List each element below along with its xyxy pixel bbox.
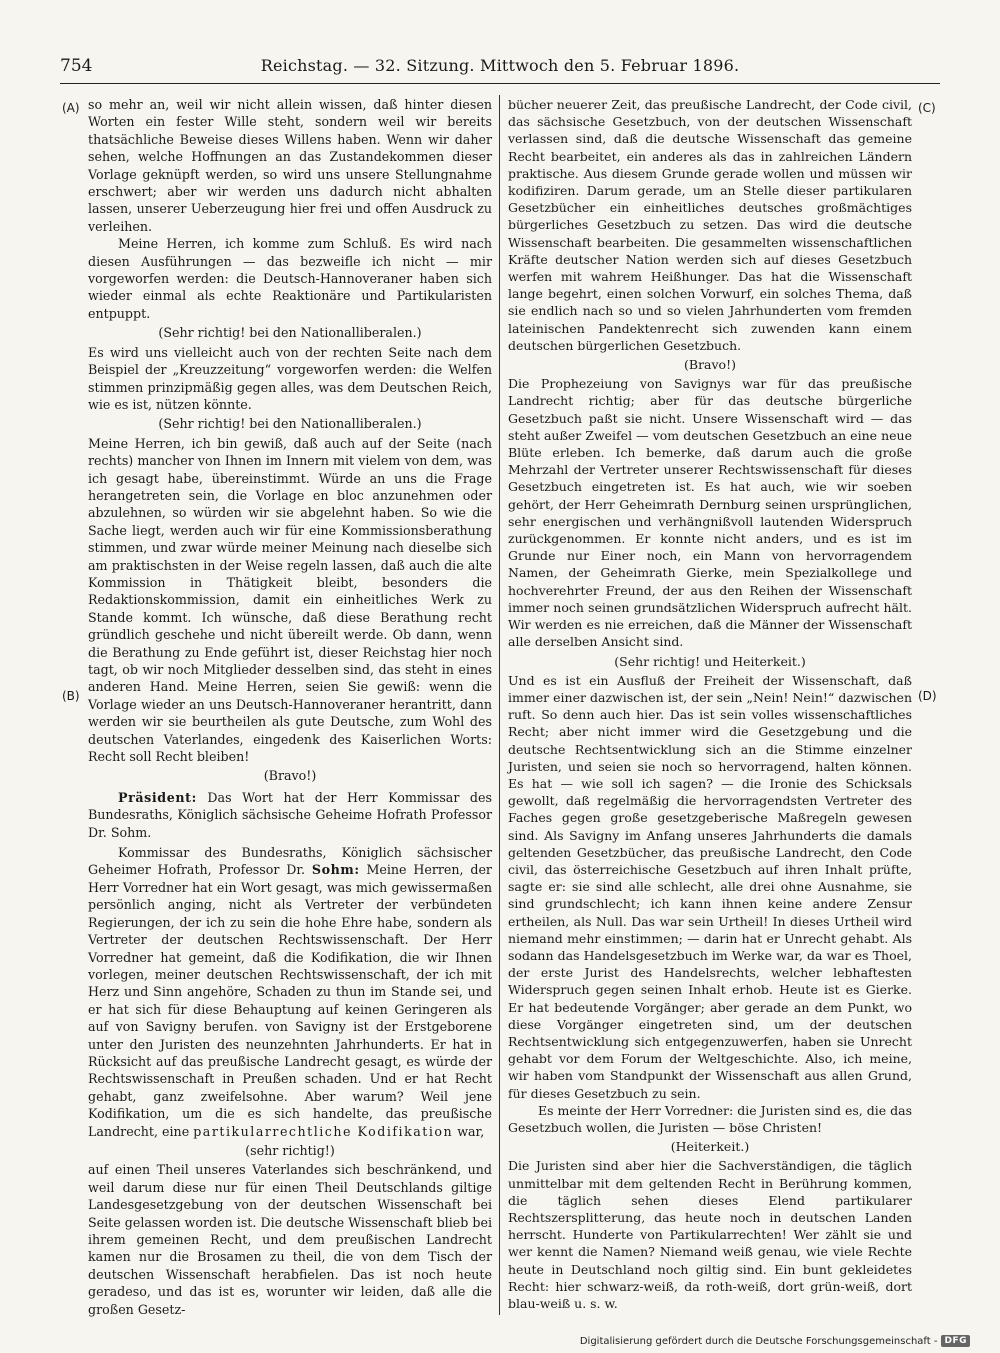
column-divider [499,95,500,1315]
paragraph: bücher neuerer Zeit, das preußische Landrecht, der Code civil, das sächsische Gesetzbuch, von der deutschen Wissenschaft verlassen sind, daß die deutsche Wissenschaft das gemeine Recht bearbeitet, ein anderes als das in zahlreichen Ländern praktische. Aus diesem Grunde gerade wollen und müssen wir kodifiziren. Darum gerade, um an Stelle dieser partikularen Gesetzbücher ein einheitliches deutsches großmächtiges bürgerliches Gesetzbuch zu setzen. Das wird die deutsche Wissenschaft bearbeiten. Die gesammelten wissenschaftlichen Kräfte deutscher Nation werden sich auf dieses Gesetzbuch werfen mit wahrem Heißhunger. Das hat die Wissenschaft lange begehrt, einen solchen Vorwurf, ein solches Thema, daß sie endlich nach so und so vielen Jahrhunderten vom fremden lateinischen Pandektenrecht sich zuwenden kann einem deutschen bürgerlichen Gesetzbuch. [508,97,912,353]
paragraph: Die Juristen sind aber hier die Sachverständigen, die täglich unmittelbar mit dem geltenden Recht in Berührung kommen, die täglich sehen dieses Elend partikularer Rechtszersplitterung, das heute noch in deutschen Landen herrscht. Hunderte von Partikularrechten! Wer zählt sie und wer kennt die Namen? Niemand weiß genau, wie viele Rechte heute in Deutschland noch giltig sind. Ein bunt gekleidetes Recht: hier schwarz-weiß, da roth-weiß, dort grün-weiß, dort blau-weiß u. s. w. [508,1158,912,1312]
margin-mark-d: (D) [918,689,937,703]
credit-text: Digitalisierung gefördert durch die Deutsche Forschungsgemeinschaft - [579,1335,938,1347]
paragraph: Es wird uns vielleicht auch von der rechten Seite nach dem Beispiel der „Kreuzzeitung“ vorgeworfen werden: die Welfen stimmen prinzipmäßig gegen alles, was dem Deutschen Reich, wie es ist, nützen könnte. [88,344,492,412]
right-column [508,96,912,1312]
paragraph-text: Meine Herren, der Herr Vorredner hat ein Wort gesagt, was mich gewissermaßen persönlich anging, nicht als Vertreter der verbündeten Regierungen, der ich zu sein die hohe Ehre habe, sondern als Vertreter der deutschen Rechtswissenschaft. Der Herr Vorredner hat gemeint, daß die Kodifikation, die wir Ihnen vorlegen, meiner deutschen Rechtswissenschaft, der ich mit Herz und Sinn angehöre, Schaden zu thun im Stande sei, und er hat sich für diese Behauptung auf keinen Geringeren als auf von Savigny berufen. von Savigny ist der Erstgeborene unter den Juristen des neunzehnten Jahrhunderts. Er hat in Rücksicht auf das preußische Landrecht gesagt, es würde der Rechtswissenschaft in Preußen schaden. Und er hat Recht gehabt, ganz zweifelsohne. Aber warum? Weil jene Kodifikation, um die es sich handelte, das preußische Landrecht, eine [88,862,492,1139]
paragraph: Es meinte der Herr Vorredner: die Juristen sind es, die das Gesetzbuch wollen, die Juristen — böse Christen! [508,1102,912,1135]
paragraph: auf einen Theil unseres Vaterlandes sich beschränkend, und weil darum diese nur für einen Theil Deutschlands giltige Landesgesetzgebung von der deutschen Wissenschaft bei Seite gelassen worden ist. Die deutsche Wissenschaft blieb bei ihrem gemeinen Recht, und dem preußischen Landrecht kamen nur die Brosamen zu theil, die von dem Tisch der deutschen Wissenschaft herabfielen. Das ist noch heute geradeso, und das ist es, worunter wir leiden, daß alle die großen Gesetz- [88,1162,492,1317]
paragraph-text: Das Wort hat der Herr Kommissar des Bundesraths, Königlich sächsische Geheime Hofrath Professor Dr. Sohm. [88,789,492,840]
interjection: (Heiterkeit.) [670,1139,750,1155]
paragraph: Meine Herren, ich komme zum Schluß. Es wird nach diesen Ausführungen — das bezweifle ich nicht — mir vorgeworfen werden: die Deutsch-Hannoveraner haben sich wieder einmal als echte Reaktionäre und Partikularisten entpuppt. [88,236,492,321]
margin-mark-a: (A) [62,101,80,115]
left-column [88,96,492,1318]
margin-mark-c: (C) [918,101,936,115]
speaker-intro: Kommissar des Bundesraths, Königlich sächsischer Geheimer Hofrath, Professor Dr. [88,845,492,878]
dfg-logo: DFG [941,1335,970,1347]
digitization-credit [580,1335,970,1347]
speaker-paragraph [88,789,492,841]
paragraph: Und es ist ein Ausfluß der Freiheit der Wissenschaft, daß immer einer dazwischen ist, der sein „Nein! Nein!“ dazwischen ruft. So denn auch hier. Das ist sein volles wissenschaftliches Recht; aber nicht immer wird die Gesetzgebung und die deutsche Rechtsentwicklung sich an die Stimme einzelner Juristen, und seien sie noch so hervorragend, halten können. Es hat — wie soll ich sagen? — die Ironie des Schicksals gewollt, daß regelmäßig die hervorragendsten Vertreter des Faches gegen große gesetzgeberische Maßregeln gewesen sind. Als Savigny im Anfang unseres Jahrhunderts die damals geltenden Gesetzbücher, das preußische Landrecht, den Code civil, das österreichische Gesetzbuch auf ihren Inhalt prüfte, sagte er: sie sind alle schlecht, alle drei ohne Ausnahme, sie sind grundschlecht; ich kann ihnen keine andere Zensur ertheilen, als Null. Das war sein Urtheil! In dieses Urtheil wird niemand mehr einstimmen; — darin hat er Unrecht gehabt. Als sodann das Handelsgesetzbuch im Werke war, da war es Thoel, der erste Jurist des Handelsrechts, welcher lebhaftesten Widerspruch gegen seinen Inhalt erhob. Heute ist es Gierke. Er hat bedeutende Vorgänger; aber gerade an dem Punkt, wo diese Vorgänger eingetreten sind, um der deutschen Rechtsentwicklung sich entgegenzuwerfen, haben sie Unrecht gehabt vor dem Forum der Weltgeschichte. Also, ich meine, wir haben vom Standpunkt der Wissenschaft aus allen Grund, für dieses Gesetzbuch zu sein. [508,672,912,1101]
header-rule [60,83,940,84]
page-header [60,56,940,86]
interjection: (sehr richtig!) [245,1142,335,1158]
interjection: (Bravo!) [263,768,317,784]
interjection: (Bravo!) [684,357,736,373]
page-number: 754 [60,56,93,76]
paragraph: so mehr an, weil wir nicht allein wissen, daß hinter diesen Worten ein fester Wille steht, sondern weil wir bereits thatsächliche Beweise dieses Willens haben. Wenn wir daher sehen, welche Hoffnungen an das Zustandekommen dieser Vorlage geknüpft werden, so wird uns unsere Stellungnahme erschwert; aber wir werden uns dadurch nicht abhalten lassen, unserer Ueberzeugung hier frei und offen Ausdruck zu verleihen. [88,97,492,234]
speaker-name: Präsident: [118,789,197,805]
paragraph-text: war, [453,1123,485,1139]
emphasized-text: partikularrechtliche Kodifikation [193,1123,454,1139]
interjection: (Sehr richtig! und Heiterkeit.) [614,653,806,669]
interjection: (Sehr richtig! bei den Nationalliberalen.) [158,325,422,341]
running-head: Reichstag. — 32. Sitzung. Mittwoch den 5. Februar 1896. [260,56,740,75]
paragraph: Die Prophezeiung von Savignys war für das preußische Landrecht richtig; aber für das deutsche bürgerliche Gesetzbuch paßt sie nicht. Unsere Wissenschaft wird — das steht außer Zweifel — vom deutschen Gesetzbuch an eine neue Blüte erleben. Ich bemerke, daß darum auch die große Mehrzahl der Vertreter unserer Rechtswissenschaft für dieses Gesetzbuch eingetreten ist. Es hat auch, wie wir soeben gehört, der Herr Geheimrath Dernburg seinen ursprünglichen, sehr energischen und verhängnißvoll lautenden Widerspruch zurückgenommen. Er konnte nicht anders, und es ist im Grunde nur Einer noch, ein Mann von hervorragendem Namen, der Geheimrath Gierke, mein Spezialkollege und hochverehrter Freund, der aus den Reihen der Wissenschaft immer noch seinen grundsätzlichen Widerspruch aufrecht hält. Wir werden es nie erreichen, daß die Männer der Wissenschaft alle derselben Ansicht sind. [508,376,912,650]
speaker-paragraph [88,844,492,1140]
interjection: (Sehr richtig! bei den Nationalliberalen.) [158,416,422,432]
paragraph: Meine Herren, ich bin gewiß, daß auch auf der Seite (nach rechts) mancher von Ihnen im Innern mit vielem von dem, was ich gesagt habe, übereinstimmt. Würde an uns die Frage herangetreten sein, die Vorlage en bloc anzunehmen oder abzulehnen, so würden wir sie abgelehnt haben. So wie die Sache liegt, werden auch wir für eine Kommissionsberathung stimmen, und zwar würde meiner Meinung nach dieselbe sich am praktischsten in der Weise regeln lassen, daß auch die alte Kommission in Thätigkeit bleibt, besonders die Redaktionskommission, damit ein einheitliches Werk zu Stande kommt. Ich wünsche, daß diese Berathung recht gründlich geschehe und nicht übereilt werde. Ob dann, wenn die Berathung zu Ende geführt ist, dieser Reichstag hier noch tagt, ob wir noch Mitglieder desselben sind, das steht in eines anderen Hand. Meine Herren, seien Sie gewiß: wenn die Vorlage wieder an uns Deutsch-Hannoveraner herantritt, dann werden wir sie beurtheilen als gute Deutsche, zum Wohl des deutschen Vaterlandes, eingedenk des Kaiserlichen Worts: Recht soll Recht bleiben! [88,435,492,765]
margin-mark-b: (B) [62,689,80,703]
speaker-name: Sohm: [311,862,360,878]
